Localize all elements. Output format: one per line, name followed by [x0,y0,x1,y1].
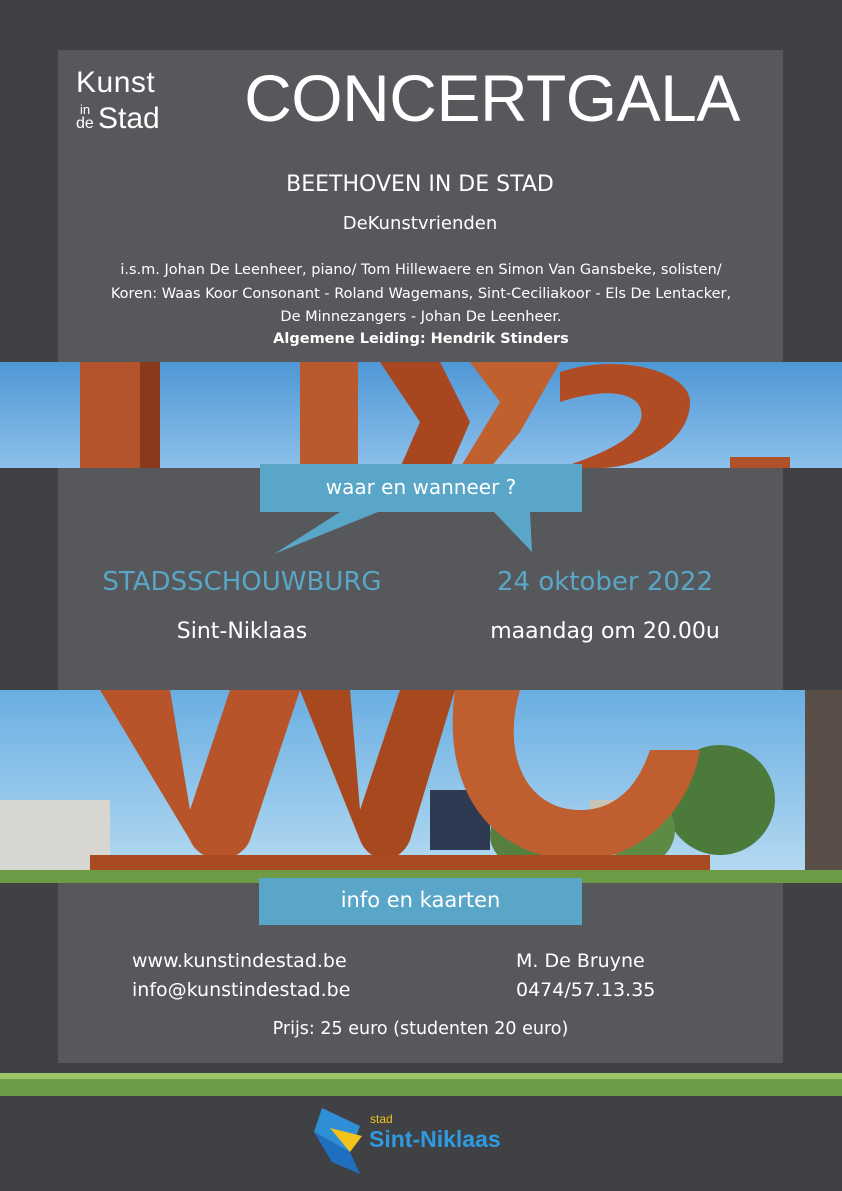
kunst-in-de-stad-logo [76,66,186,142]
footer-logo-main: Sint-Niklaas [369,1126,501,1152]
info-tickets-tab [259,878,582,925]
general-leading: Algemene Leiding: Hendrik Stinders [273,331,569,347]
credits-line-3: De Minnezangers - Johan De Leenheer. [280,309,562,325]
where-when-tab [260,464,582,512]
credits-line-2: Koren: Waas Koor Consonant - Roland Wagemans, Sint-Ceciliakoor - Els De Lentacker, [110,286,732,302]
website-link[interactable]: www.kunstindestad.be [132,950,347,972]
stad-sint-niklaas-logo-icon [310,1104,366,1176]
event-date: 24 oktober 2022 [496,567,714,597]
credits-line-1: i.s.m. Johan De Leenheer, piano/ Tom Hillewaere en Simon Van Gansbeke, solisten/ [120,262,722,278]
logo-word-stad: Stad [98,102,160,135]
email-link[interactable]: info@kunstindestad.be [132,979,351,1001]
logo-word-de: de [76,115,94,132]
logo-word-kunst: Kunst [76,66,156,99]
venue-name: STADSSCHOUWBURG [102,567,382,597]
event-subtitle: BEETHOVEN IN DE STAD [286,172,554,197]
footer-logo-small: stad [370,1112,393,1126]
organizer-name: DeKunstvrienden [342,213,498,234]
sculpture-photo-bottom [0,690,842,883]
ticket-price: Prijs: 25 euro (studenten 20 euro) [272,1019,569,1039]
logo-word-in: in [80,102,91,117]
venue-city: Sint-Niklaas [176,619,308,644]
grass-photo-strip [0,1073,842,1096]
sculpture-photo-top [0,362,842,468]
event-time: maandag om 20.00u [490,619,720,644]
contact-phone[interactable]: 0474/57.13.35 [516,979,656,1001]
contact-name: M. De Bruyne [516,950,645,972]
page-title: CONCERTGALA [244,61,740,135]
where-when-label: waar en wanneer ? [325,475,517,499]
info-tickets-label: info en kaarten [340,888,501,912]
